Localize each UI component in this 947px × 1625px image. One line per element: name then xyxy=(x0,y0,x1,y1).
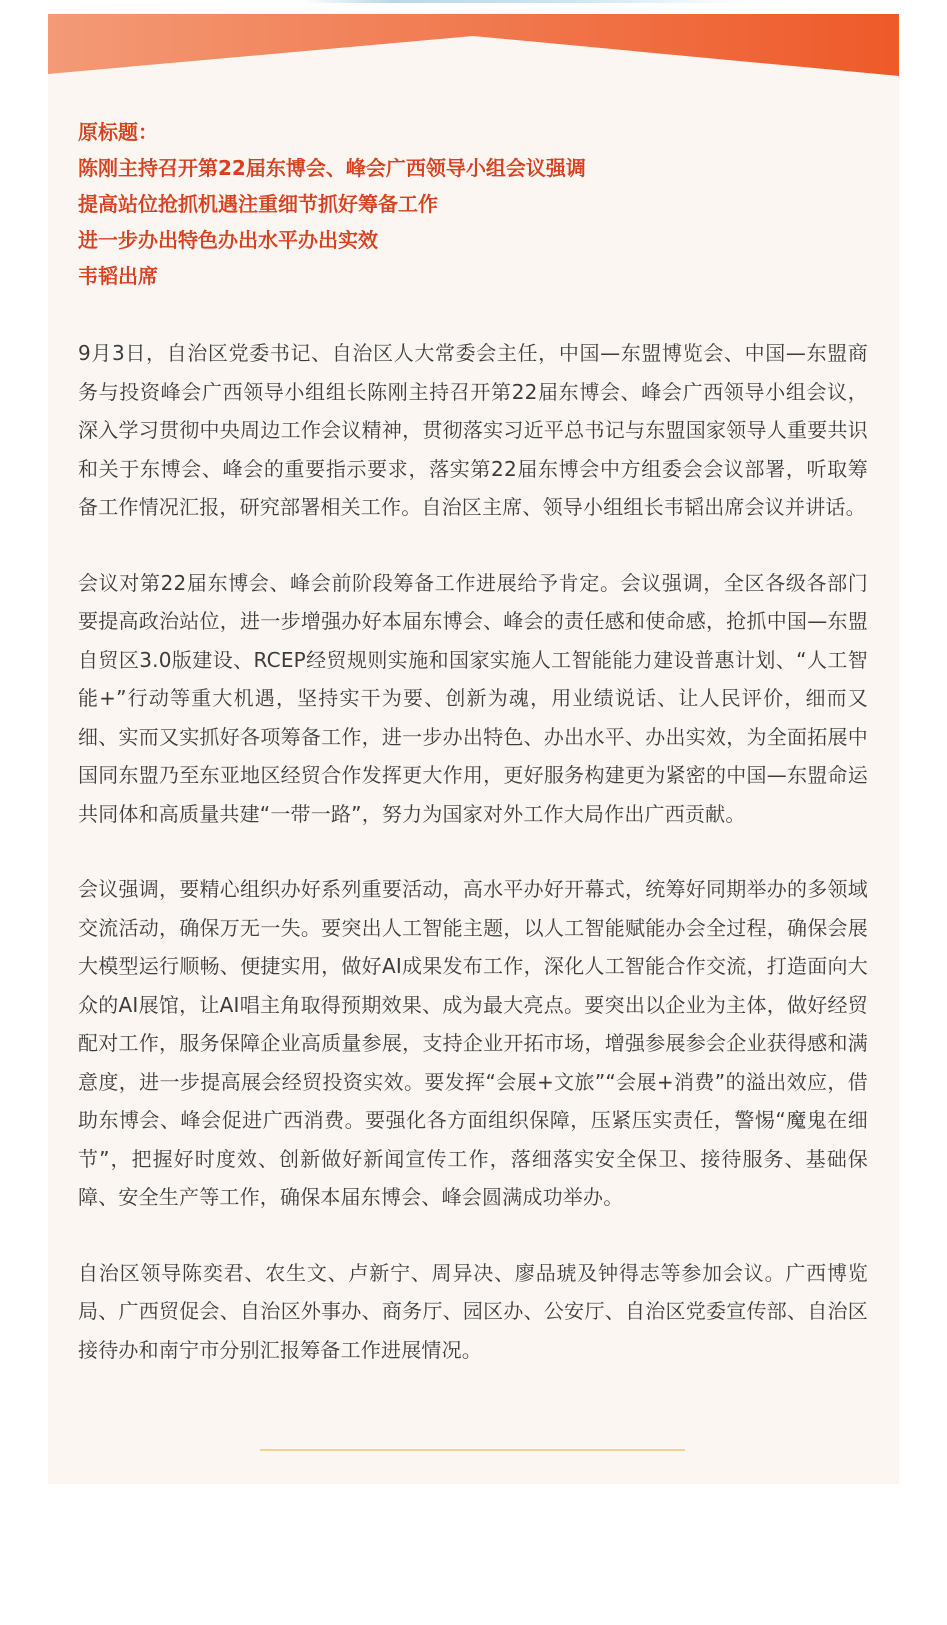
paragraph-4: 自治区领导陈奕君、农生文、卢新宁、周异决、廖品琥及钟得志等参加会议。广西博览局、广西贸促会、自治区外事办、商务厅、园区办、公安厅、自治区党委宣传部、自治区接待办和南宁市分别汇报筹备工作进展情况。 xyxy=(78,1260,868,1362)
header-banner xyxy=(48,14,899,78)
article-card xyxy=(48,14,899,1484)
title-line-attendee: 韦韬出席 xyxy=(78,264,158,288)
original-title xyxy=(78,114,868,294)
title-line-sub-2: 进一步办出特色办出水平办出实效 xyxy=(78,228,378,252)
top-decoration-strip xyxy=(300,0,750,3)
title-label: 原标题： xyxy=(78,120,158,144)
paragraph-2: 会议对第22届东博会、峰会前阶段筹备工作进展给予肯定。会议强调，全区各级各部门要提高政治站位，进一步增强办好本届东博会、峰会的责任感和使命感，抢抓中国—东盟自贸区3.0版建设、RCEP经贸规则实施和国家实施人工智能能力建设普惠计划、“人工智能+”行动等重大机遇，坚持实干为要、创新为魂，用业绩说话、让人民评价，细而又细、实而又实抓好各项筹备工作，进一步办出特色、办出水平、办出实效，为全面拓展中国同东盟乃至东亚地区经贸合作发挥更大作用，更好服务构建更为紧密的中国—东盟命运共同体和高质量共建“一带一路”，努力为国家对外工作大局作出广西贡献。 xyxy=(78,570,868,826)
bottom-divider xyxy=(260,1449,685,1451)
title-line-sub-1: 提高站位抢抓机遇注重细节抓好筹备工作 xyxy=(78,192,438,216)
title-line-main: 陈刚主持召开第22届东博会、峰会广西领导小组会议强调 xyxy=(78,156,586,180)
paragraph-1: 9月3日，自治区党委书记、自治区人大常委会主任，中国—东盟博览会、中国—东盟商务与投资峰会广西领导小组组长陈刚主持召开第22届东博会、峰会广西领导小组会议，深入学习贯彻中央周边工作会议精神，贯彻落实习近平总书记与东盟国家领导人重要共识和关于东博会、峰会的重要指示要求，落实第22届东博会中方组委会会议部署，听取筹备工作情况汇报，研究部署相关工作。自治区主席、领导小组组长韦韬出席会议并讲话。 xyxy=(78,341,868,519)
article-content xyxy=(78,114,868,1369)
paragraph-3: 会议强调，要精心组织办好系列重要活动，高水平办好开幕式，统筹好同期举办的多领域交流活动，确保万无一失。要突出人工智能主题，以人工智能赋能办会全过程，确保会展大模型运行顺畅、便捷实用，做好AI成果发布工作，深化人工智能合作交流，打造面向大众的AI展馆，让AI唱主角取得预期效果、成为最大亮点。要突出以企业为主体，做好经贸配对工作，服务保障企业高质量参展，支持企业开拓市场，增强参展参会企业获得感和满意度，进一步提高展会经贸投资实效。要发挥“会展+文旅”“会展+消费”的溢出效应，借助东博会、峰会促进广西消费。要强化各方面组织保障，压紧压实责任，警惕“魔鬼在细节”，把握好时度效、创新做好新闻宣传工作，落细落实安全保卫、接待服务、基础保障、安全生产等工作，确保本届东博会、峰会圆满成功举办。 xyxy=(78,877,868,1209)
